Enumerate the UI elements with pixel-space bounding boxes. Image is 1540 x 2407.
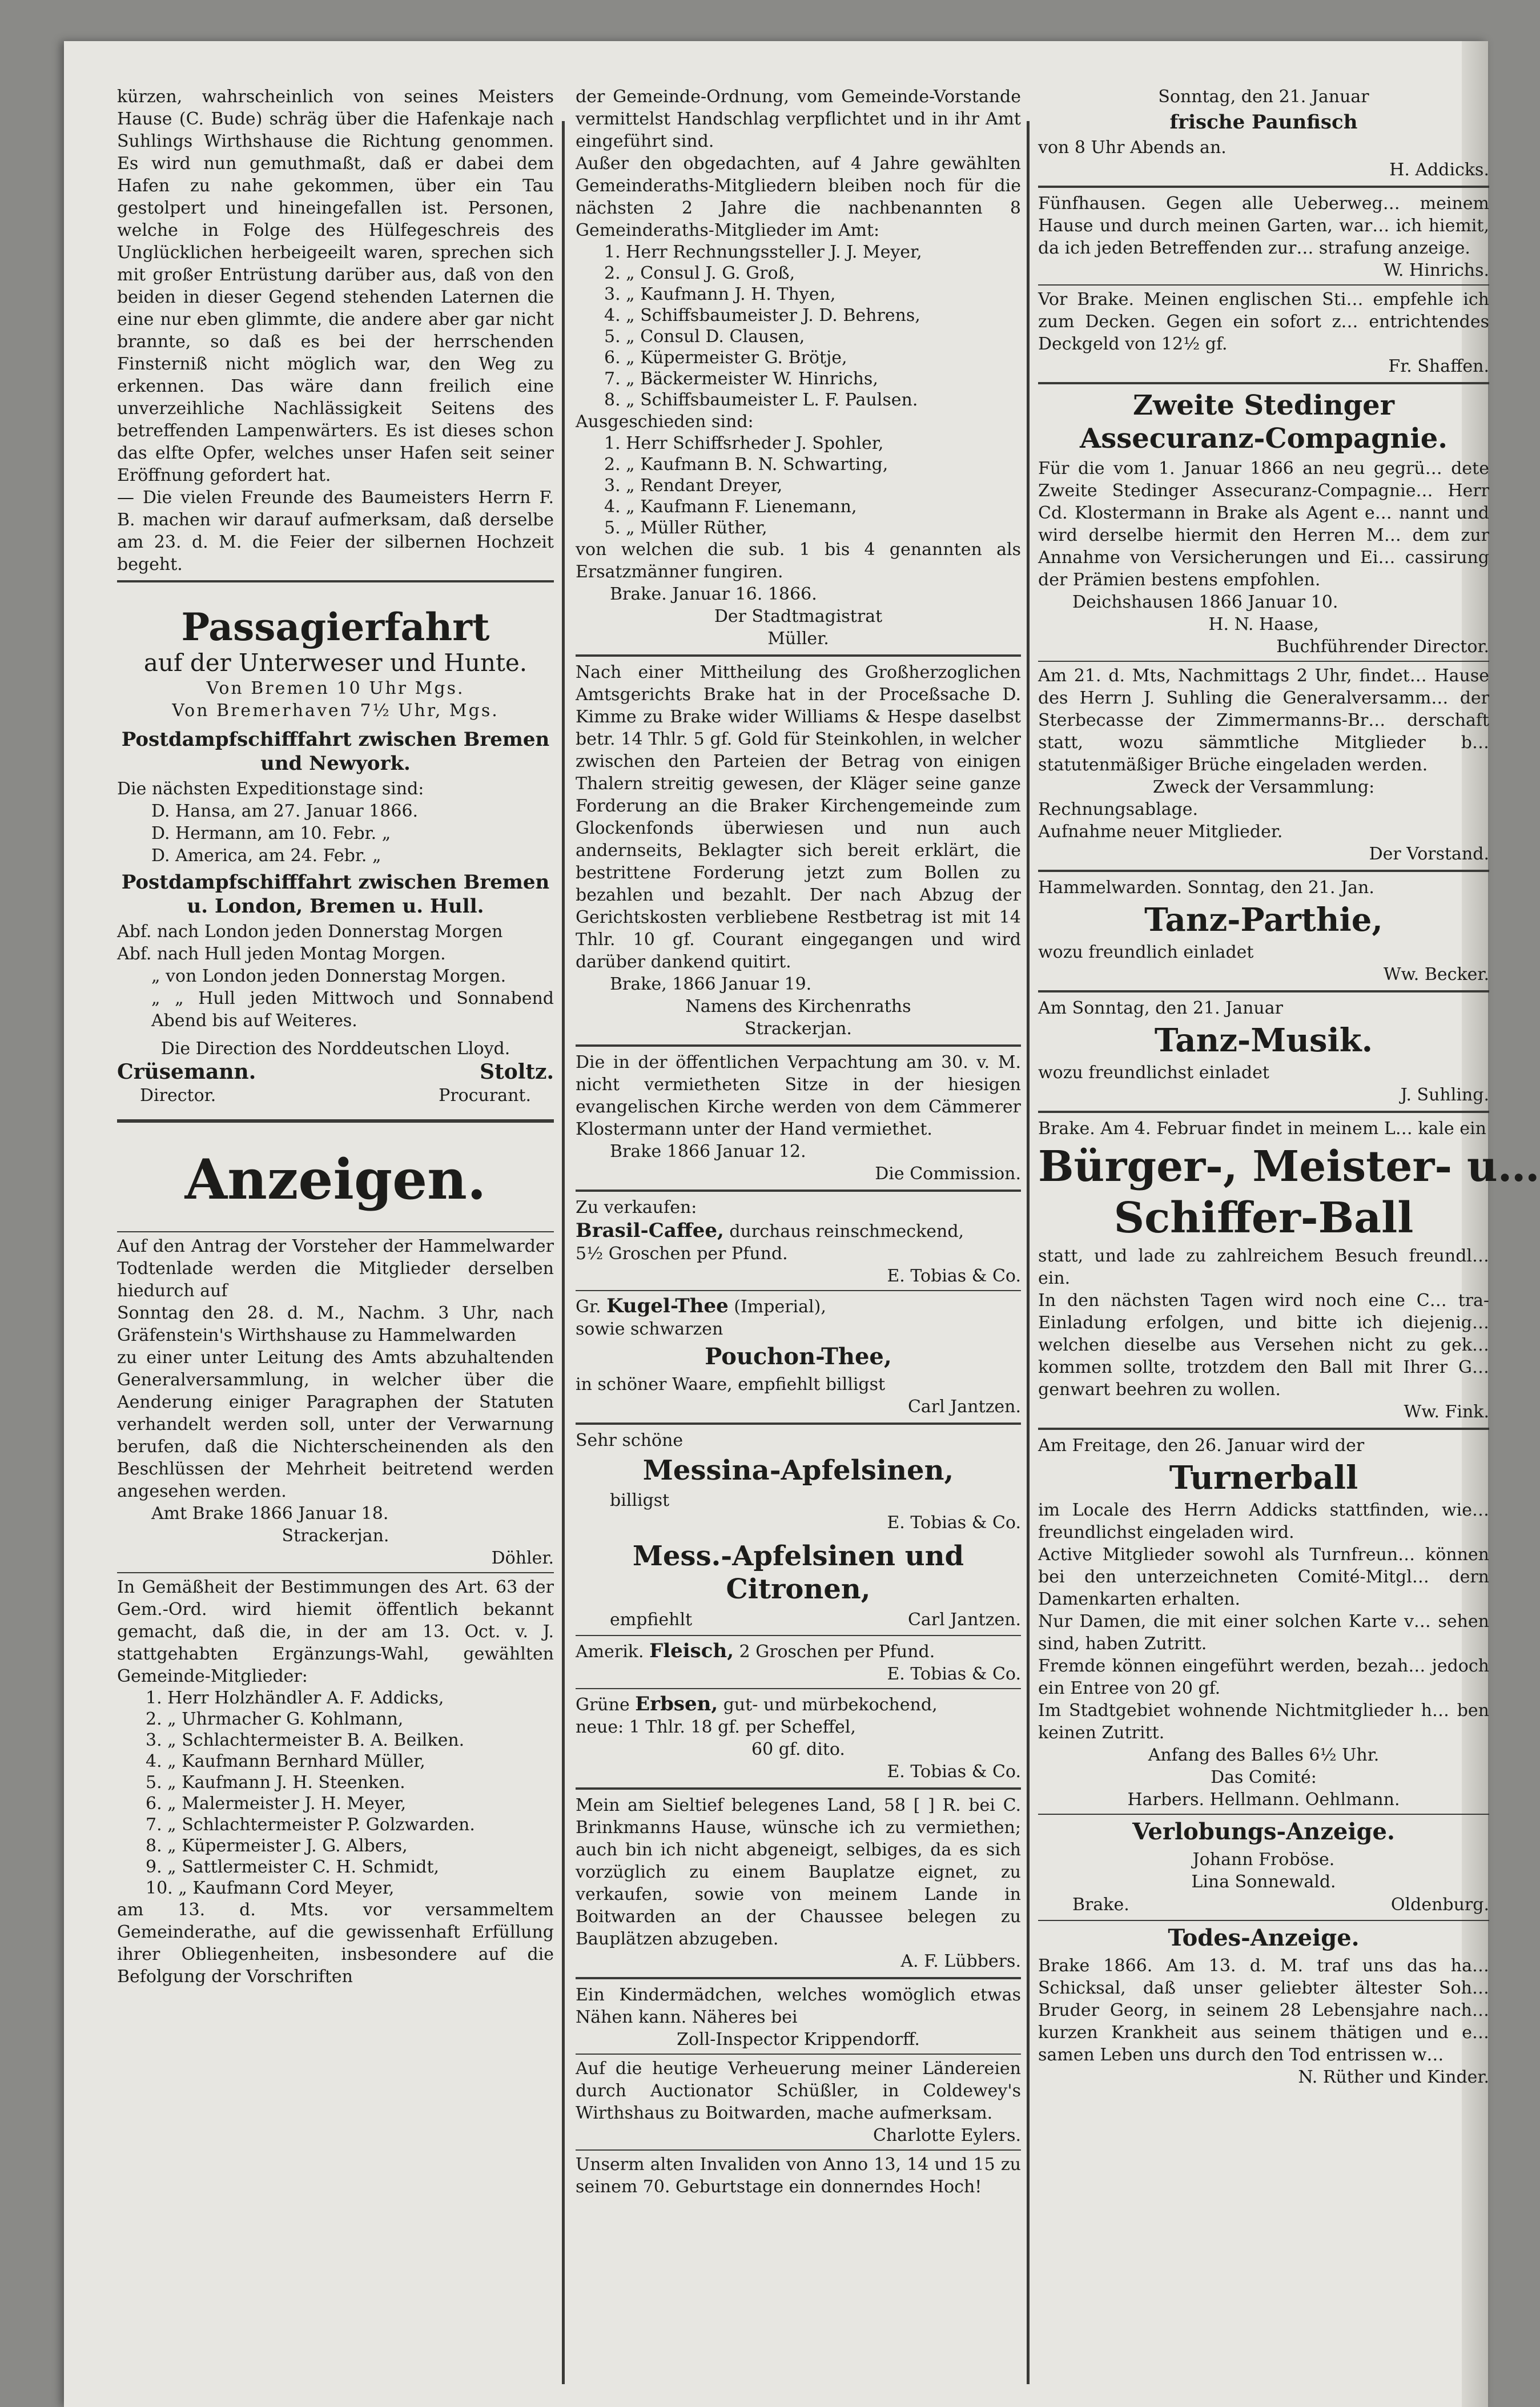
tanz-musik-line-2: wozu freundlichst einladet	[1038, 1063, 1269, 1083]
london-line-3: „ von London jeden Donnerstag Morgen.	[151, 966, 506, 986]
fuenfhausen-sig: W. Hinrichs.	[1384, 260, 1489, 280]
gemeinde-members	[117, 1687, 554, 1899]
todes-title: Todes-Anzeige.	[1168, 1924, 1360, 1951]
magistrat-sig-1: Der Stadtmagistrat	[714, 606, 883, 626]
thee-line	[576, 1294, 1021, 1318]
role-director: Director.	[140, 1086, 216, 1106]
separator	[1038, 382, 1489, 384]
retired-intro: Ausgeschieden sind:	[576, 412, 754, 432]
ball-text-2: In den nächsten Tagen wird noch eine C… tra-Einladung erfolgen, und bitte ich diejenig… welchen dieselbe aus Versehen nicht zu gek… kommen sollte, trotzdem den Ball mit Ihrer G… genwart beehren zu wollen.	[1038, 1291, 1489, 1400]
ad-london	[117, 870, 554, 1108]
tobias-sig-1: E. Tobias & Co.	[887, 1266, 1021, 1286]
ad-passagierfahrt	[117, 605, 554, 722]
london-line-1: Abf. nach London jeden Donnerstag Morgen	[117, 922, 503, 942]
gericht-text: Nach einer Mittheilung des Großherzoglichen Amtsgerichts Brake hat in der Proceßsache D. Kimme zu Brake wider Williams & Hespe daselbst betr. 14 Thlr. 5 gf. Gold für Steinkohlen, in welcher zwischen den Parteien der Betrag von einigen Thalern streitig gewesen, der Kläger seine ganze Forderung an die Braker Kirchengemeinde zum Glockenfonds überwiesen und nun auch andernseits, Beklagter sich bereit erklärt, die bestrittene Forderung jetzt zum Bollen zu bezahlen und bezahlt. Der nach Abzug der Gerichtskosten verbliebene Restbetrag ist mit 14 Thlr. 10 gf. Courant eingegangen und wird darüber dankend quitirt.	[576, 662, 1021, 972]
column-right	[1038, 86, 1540, 2088]
passage-subtitle: auf der Unterweser und Hunte.	[143, 649, 528, 677]
role-procurant: Procurant.	[439, 1086, 531, 1106]
caffee-price: 5½ Groschen per Pfund.	[576, 1244, 788, 1264]
list-item: 1. Herr Holzhändler A. F. Addicks,	[146, 1688, 444, 1708]
list-item: 2. „ Uhrmacher G. Kohlmann,	[146, 1709, 404, 1729]
column-left	[117, 86, 554, 1988]
signature-stoltz: Stoltz.	[480, 1060, 554, 1084]
verlobung-place-oldenburg: Oldenburg.	[1390, 1895, 1489, 1915]
list-item: 4. „ Kaufmann Bernhard Müller,	[146, 1751, 425, 1771]
sitze-sig: Die Commission.	[875, 1164, 1021, 1184]
kindermaedchen-sig: Zoll-Inspector Krippendorff.	[677, 2030, 920, 2050]
thee-line-3: in schöner Waare, empfiehlt billigst	[576, 1375, 886, 1395]
fuenfhausen-text: Fünfhausen. Gegen alle Ueberweg… meinem Hause und durch meinen Garten, war… ich hiemit, da ich jeden Betreffenden zur… strafung anzeige.	[1038, 194, 1489, 258]
tanz-musik-title: Tanz-Musik.	[1154, 1022, 1373, 1059]
separator	[576, 1688, 1021, 1689]
fleisch-line	[576, 1639, 1021, 1663]
verheuerung-text: Auf die heutige Verheuerung meiner Ländereien durch Auctionator Schüßler, in Coldewey's Wirthshaus zu Boitwarden, mache aufmerksam.	[576, 2059, 1021, 2123]
gemeinde-continued: der Gemeinde-Ordnung, vom Gemeinde-Vorstande vermittelst Handschlag verpflichtet und in ihr Amt eingeführt sind.	[576, 87, 1021, 151]
column-middle	[576, 86, 1021, 2198]
thee-line-2: sowie schwarzen	[576, 1319, 723, 1339]
column-rule-1	[562, 121, 565, 2384]
passage-line-1: Von Bremen 10 Uhr Mgs.	[206, 678, 465, 698]
zimmermann-item-1: Rechnungsablage.	[1038, 799, 1199, 819]
todtenlade-time: Sonntag den 28. d. M., Nachm. 3 Uhr, nach Gräfenstein's Wirthshause zu Hammelwarden	[117, 1303, 554, 1345]
gericht-date: Brake, 1866 Januar 19.	[610, 974, 812, 994]
tobias-sig-4: E. Tobias & Co.	[887, 1762, 1021, 1782]
separator	[117, 580, 554, 582]
paunfisch-line-1: Sonntag, den 21. Januar	[1158, 87, 1369, 107]
list-item: 2. „ Consul J. G. Groß,	[604, 263, 795, 283]
list-item: 5. „ Consul D. Clausen,	[604, 327, 805, 347]
list-item: 4. „ Kaufmann F. Lienemann,	[604, 497, 857, 517]
pouchon-title: Pouchon-Thee,	[705, 1343, 892, 1370]
turnerball-anfang: Anfang des Balles 6½ Uhr.	[1148, 1745, 1380, 1765]
erbsen-pre: Grüne	[576, 1695, 636, 1715]
magistrat-sig-2: Müller.	[767, 629, 829, 649]
separator	[1038, 870, 1489, 872]
todtenlade-date: Amt Brake 1866 Januar 18.	[151, 1504, 389, 1524]
thee-head: Kugel-Thee	[606, 1295, 729, 1317]
assecuranz-text: Für die vom 1. Januar 1866 an neu gegrü… dete Zweite Stedinger Assecuranz-Compagnie… Herr Cd. Klostermann in Brake als Agent e… nannt und wird derselbe hiermit den Herren M… dem zur Annahme von Versicherungen und Ei… cassirung der Prämien bestens empfohlen.	[1038, 459, 1489, 590]
separator	[1038, 1814, 1489, 1815]
news-article-wedding: — Die vielen Freunde des Baumeisters Herrn F. B. machen wir darauf aufmerksam, daß derselbe am 23. d. M. die Feier der silbernen Hochzeit begeht.	[117, 488, 554, 574]
brake-stallion-sig: Fr. Shaffen.	[1388, 356, 1489, 376]
assecuranz-date: Deichshausen 1866 Januar 10.	[1072, 592, 1338, 612]
passage-title: Passagierfahrt	[181, 605, 490, 649]
turnerball-names: Harbers. Hellmann. Oehlmann.	[1127, 1790, 1400, 1810]
tobias-sig-3: E. Tobias & Co.	[887, 1664, 1021, 1684]
ball-sig: Ww. Fink.	[1404, 1402, 1489, 1422]
list-item: 3. „ Rendant Dreyer,	[604, 476, 783, 496]
retired-tail: von welchen die sub. 1 bis 4 genannten als Ersatzmänner fungiren.	[576, 540, 1021, 582]
newyork-date-3: D. America, am 24. Febr. „	[151, 846, 381, 866]
list-item: 10. „ Kaufmann Cord Meyer,	[146, 1878, 395, 1898]
ball-title-1: Bürger-, Meister- u…	[1038, 1142, 1540, 1191]
apfelsinen-empfiehlt: empfiehlt	[610, 1610, 693, 1630]
verlobung-title: Verlobungs-Anzeige.	[1132, 1818, 1395, 1845]
erbsen-rest: gut- und mürbekochend,	[718, 1695, 938, 1715]
brake-stallion-text: Vor Brake. Meinen englischen Sti… empfehle ich zum Decken. Gegen ein sofort z… entrichtendes Deckgeld von 12½ gf.	[1038, 290, 1489, 354]
column-rule-2	[1027, 121, 1030, 2384]
list-item: 3. „ Schlachtermeister B. A. Beilken.	[146, 1730, 465, 1750]
newyork-intro: Die nächsten Expeditionstage sind:	[117, 779, 424, 799]
caffee-rest: durchaus reinschmeckend,	[723, 1221, 964, 1241]
zimmermann-item-2: Aufnahme neuer Mitglieder.	[1038, 822, 1283, 842]
ball-text: statt, und lade zu zahlreichem Besuch freundl… ein.	[1038, 1246, 1489, 1288]
separator	[1038, 1111, 1489, 1113]
remaining-members	[576, 242, 1021, 411]
list-item: 2. „ Kaufmann B. N. Schwarting,	[604, 455, 888, 475]
turnerball-text: im Locale des Herrn Addicks stattfinden, wie… freundlichst eingeladen wird.	[1038, 1500, 1489, 1542]
messina-pre: Sehr schöne	[576, 1430, 683, 1450]
separator	[576, 654, 1021, 657]
assecuranz-sig-2: Buchführender Director.	[1276, 637, 1489, 657]
kindermaedchen-text: Ein Kindermädchen, welches womöglich etwas Nähen kann. Näheres bei	[576, 1985, 1021, 2027]
erbsen-head: Erbsen,	[635, 1693, 718, 1715]
tanz-musik-sig: J. Suhling.	[1400, 1085, 1489, 1105]
turnerball-line-1: Am Freitage, den 26. Januar wird der	[1038, 1436, 1365, 1456]
gericht-sig-2: Strackerjan.	[745, 1019, 852, 1039]
todes-sig: N. Rüther und Kinder.	[1298, 2067, 1489, 2087]
sitze-date: Brake 1866 Januar 12.	[610, 1142, 806, 1162]
newyork-date-1: D. Hansa, am 27. Januar 1866.	[151, 801, 419, 821]
todtenlade-text-2: zu einer unter Leitung des Amts abzuhaltenden Generalversammlung, in welcher über die Aenderung einiger Paragraphen der Statuten verhandelt werden soll, unter der Verwarnung berufen, daß die Nichterscheinenden als den Beschlüssen der Mehrheit beitretend werden angesehen werden.	[117, 1348, 554, 1501]
separator	[576, 1787, 1021, 1790]
tanz-parthie-line-1: Hammelwarden. Sonntag, den 21. Jan.	[1038, 878, 1374, 898]
passage-line-2: Von Bremerhaven 7½ Uhr, Mgs.	[172, 701, 499, 721]
erbsen-line	[576, 1692, 1021, 1716]
land-sig: A. F. Lübbers.	[900, 1951, 1021, 1971]
separator	[576, 2149, 1021, 2151]
zimmermann-text: Am 21. d. Mts, Nachmittags 2 Uhr, findet… Hause des Herrn J. Suhling die Generalversamm… der Sterbecasse der Zimmermanns-Br… derschaft statt, wozu sämmtliche Mitglieder b… statutenmäßiger Brüche eingeladen werden.	[1038, 666, 1489, 775]
separator	[576, 2054, 1021, 2055]
verlobung-place-brake: Brake.	[1072, 1895, 1129, 1915]
london-direction: Die Direction des Norddeutschen Lloyd.	[160, 1039, 510, 1059]
separator	[1038, 284, 1489, 286]
turnerball-title: Turnerball	[1169, 1459, 1358, 1497]
gericht-sig-1: Namens des Kirchenraths	[685, 996, 911, 1016]
list-item: 1. Herr Schiffsrheder J. Spohler,	[604, 433, 884, 453]
london-line-4: „ „ Hull jeden Mittwoch und Sonnabend Abend bis auf Weiteres.	[151, 988, 554, 1031]
list-item: 7. „ Schlachtermeister P. Golzwarden.	[146, 1815, 475, 1835]
thee-rest: (Imperial),	[728, 1297, 826, 1317]
separator	[1038, 1920, 1489, 1921]
separator	[117, 1119, 554, 1123]
list-item: 5. „ Müller Rüther,	[604, 518, 767, 538]
ad-newyork	[117, 728, 554, 867]
separator	[1038, 990, 1489, 992]
list-item: 8. „ Schiffsbaumeister L. F. Paulsen.	[604, 390, 918, 410]
gemeinde-continued-2: Außer den obgedachten, auf 4 Jahre gewählten Gemeinderaths-Mitgliedern bleiben noch für die nächsten 2 Jahre die nachbenannten 8 Gemeinderaths-Mitglieder im Amt:	[576, 154, 1021, 240]
zimmermann-sig: Der Vorstand.	[1369, 844, 1489, 864]
verlobung-name-2: Lina Sonnewald.	[1191, 1872, 1336, 1892]
gemeinde-text-2: am 13. d. Mts. vor versammeltem Gemeinderathe, auf die gewissenhaft Erfüllung ihrer Obliegenheiten, insbesondere auf die Befolgung der Vorschriften	[117, 1900, 554, 1987]
caffee-head: Brasil-Caffee,	[576, 1219, 724, 1242]
turnerball-text-2: Active Mitglieder sowohl als Turnfreun… können bei den unterzeichneten Comité-Mitgl… dern Damenkarten erhalten.	[1038, 1545, 1489, 1609]
erbsen-line-3: 60 gf. dito.	[751, 1739, 845, 1759]
assecuranz-sig-1: H. N. Haase,	[1208, 614, 1319, 634]
newyork-date-2: D. Hermann, am 10. Febr. „	[151, 823, 391, 843]
separator	[117, 1572, 554, 1573]
gemeinde-text: In Gemäßheit der Bestimmungen des Art. 63 der Gem.-Ord. wird hiemit öffentlich bekannt gemacht, daß die, in der am 13. Oct. v. J. stattgehabten Ergänzungs-Wahl, gewählten Gemeinde-Mitglieder:	[117, 1577, 554, 1686]
tobias-sig-2: E. Tobias & Co.	[887, 1513, 1021, 1533]
todtenlade-sig-1: Strackerjan.	[282, 1526, 389, 1546]
turnerball-comite: Das Comité:	[1211, 1767, 1317, 1787]
caffee-line	[576, 1219, 1021, 1243]
verlobung-places	[1038, 1893, 1489, 1917]
erbsen-line-2: neue: 1 Thlr. 18 gf. per Scheffel,	[576, 1717, 856, 1737]
jantzen-sig-2: Carl Jantzen.	[907, 1610, 1021, 1630]
messina-title: Messina-Apfelsinen,	[642, 1454, 954, 1486]
apfelsinen-sig-row	[576, 1608, 1021, 1632]
todes-text: Brake 1866. Am 13. d. M. traf uns das ha… Schicksal, daß unser geliebter ältester Soh… Bruder Georg, in seinem 28 Lebensjahre nach… kurzen Krankheit aus seinem thätigen und e… samen Leben uns durch den Tod entrissen w…	[1038, 1956, 1489, 2065]
turnerball-text-3: Nur Damen, die mit einer solchen Karte v… sehen sind, haben Zutritt.	[1038, 1612, 1489, 1654]
london-line-2: Abf. nach Hull jeden Montag Morgen.	[117, 944, 446, 964]
tanz-musik-line-1: Am Sonntag, den 21. Januar	[1038, 998, 1283, 1018]
messina-billigst: billigst	[610, 1490, 670, 1510]
signature-cruesemann: Crüsemann.	[117, 1060, 256, 1084]
separator	[117, 1231, 554, 1232]
verlobung-name-1: Johann Froböse.	[1192, 1850, 1335, 1870]
london-title: Postdampfschifffahrt zwischen Bremen u. London, Bremen u. Hull.	[121, 871, 550, 918]
list-item: 9. „ Sattlermeister C. H. Schmidt,	[146, 1857, 440, 1877]
london-roles	[117, 1084, 554, 1108]
ad-todtenlade	[117, 1235, 554, 1569]
separator	[576, 1044, 1021, 1047]
separator	[576, 1977, 1021, 1979]
zimmermann-zweck: Zweck der Versammlung:	[1152, 777, 1375, 797]
london-signatures	[117, 1060, 554, 1084]
tanz-parthie-line-2: wozu freundlich einladet	[1038, 942, 1254, 962]
separator	[1038, 186, 1489, 188]
list-item: 5. „ Kaufmann J. H. Steenken.	[146, 1773, 405, 1793]
paunfisch-sig: H. Addicks.	[1389, 160, 1489, 180]
separator	[576, 1422, 1021, 1425]
land-text: Mein am Sieltief belegenes Land, 58 [ ] R. bei C. Brinkmanns Hause, wünsche ich zu vermiethen; auch bin ich nicht abgeneigt, selbiges, da es sich vorzüglich zu einem Bauplatze eignet, zu verkaufen, sowie von meinem Lande in Boitwarden an der Chaussee belegen zu Bauplätzen abzugeben.	[576, 1795, 1021, 1949]
paunfisch-line-2: von 8 Uhr Abends an.	[1038, 138, 1227, 158]
thee-pre: Gr.	[576, 1297, 607, 1317]
retired-members	[576, 433, 1021, 539]
separator	[576, 1290, 1021, 1291]
verheuerung-sig: Charlotte Eylers.	[872, 2125, 1021, 2145]
separator	[576, 1190, 1021, 1192]
list-item: 6. „ Küpermeister G. Brötje,	[604, 348, 847, 368]
assecuranz-title: Zweite Stedinger Assecuranz-Compagnie.	[1079, 389, 1448, 455]
ball-title-2: Schiffer-Ball	[1113, 1194, 1414, 1243]
todtenlade-sig-2: Döhler.	[491, 1548, 554, 1568]
list-item: 3. „ Kaufmann J. H. Thyen,	[604, 284, 836, 304]
fleisch-rest: 2 Groschen per Pfund.	[734, 1642, 935, 1662]
magistrat-date: Brake. Januar 16. 1866.	[610, 584, 817, 604]
list-item: 4. „ Schiffsbaumeister J. D. Behrens,	[604, 306, 920, 326]
paunfisch-title: frische Paunfisch	[1169, 111, 1358, 134]
separator	[576, 1635, 1021, 1636]
tanz-parthie-title: Tanz-Parthie,	[1144, 901, 1383, 939]
invaliden-text: Unserm alten Invaliden von Anno 13, 14 und 15 zu seinem 70. Geburtstage ein donnerndes Hoch!	[576, 2155, 1021, 2197]
fleisch-pre: Amerik.	[576, 1642, 650, 1662]
list-item: 8. „ Küpermeister J. G. Albers,	[146, 1836, 408, 1856]
sitze-text: Die in der öffentlichen Verpachtung am 30. v. M. nicht vermietheten Sitze in der hiesigen evangelischen Kirche werden von dem Cämmerer Klostermann unter der Hand vermiethet.	[576, 1052, 1021, 1139]
separator	[1038, 1428, 1489, 1430]
separator	[1038, 661, 1489, 662]
tanz-parthie-sig: Ww. Becker.	[1383, 965, 1489, 985]
apfelsinen-citronen-title: Mess.-Apfelsinen und Citronen,	[632, 1540, 964, 1605]
newyork-title: Postdampfschifffahrt zwischen Bremen und Newyork.	[121, 728, 550, 775]
verkaufen-label: Zu verkaufen:	[576, 1198, 697, 1217]
list-item: 1. Herr Rechnungssteller J. J. Meyer,	[604, 242, 922, 262]
anzeigen-heading: Anzeigen.	[184, 1147, 486, 1212]
jantzen-sig-1: Carl Jantzen.	[907, 1397, 1021, 1417]
turnerball-text-4: Fremde können eingeführt werden, bezah… jedoch ein Entree von 20 gf.	[1038, 1656, 1489, 1698]
todtenlade-text: Auf den Antrag der Vorsteher der Hammelwarder Todtenlade werden die Mitglieder derselben hiedurch auf	[117, 1236, 554, 1301]
list-item: 7. „ Bäckermeister W. Hinrichs,	[604, 369, 878, 389]
turnerball-text-5: Im Stadtgebiet wohnende Nichtmitglieder h… ben keinen Zutritt.	[1038, 1701, 1489, 1743]
ball-line-1: Brake. Am 4. Februar findet in meinem L… kale ein	[1038, 1119, 1486, 1139]
fleisch-head: Fleisch,	[649, 1640, 734, 1662]
news-article-harbor: kürzen, wahrscheinlich von seines Meisters Hause (C. Bude) schräg über die Hafenkaje nach Suhlings Wirthshause die Richtung genommen. Es wird nun gemuthmaßt, daß er dabei dem Hafen zu nahe gekommen, über ein Tau gestolpert und hineingefallen ist. Personen, welche in Folge des Hülfegeschreis des Unglücklichen herbeigeeilt waren, sprechen sich mit großer Entrüstung darüber aus, daß von den beiden in dieser Gegend stehenden Laternen die eine nur eben glimmte, die andere aber gar nicht brannte, so daß es bei der herrschenden Finsterniß nicht möglich war, den Weg zu erkennen. Das wäre dann freilich eine unverzeihliche Nachlässigkeit Seitens des betreffenden Lampenwärters. Es ist dieses schon das elfte Opfer, welches unser Hafen seit seiner Eröffnung gefordert hat.	[117, 87, 554, 485]
list-item: 6. „ Malermeister J. H. Meyer,	[146, 1794, 407, 1814]
ad-gemeinde	[117, 1576, 554, 1988]
